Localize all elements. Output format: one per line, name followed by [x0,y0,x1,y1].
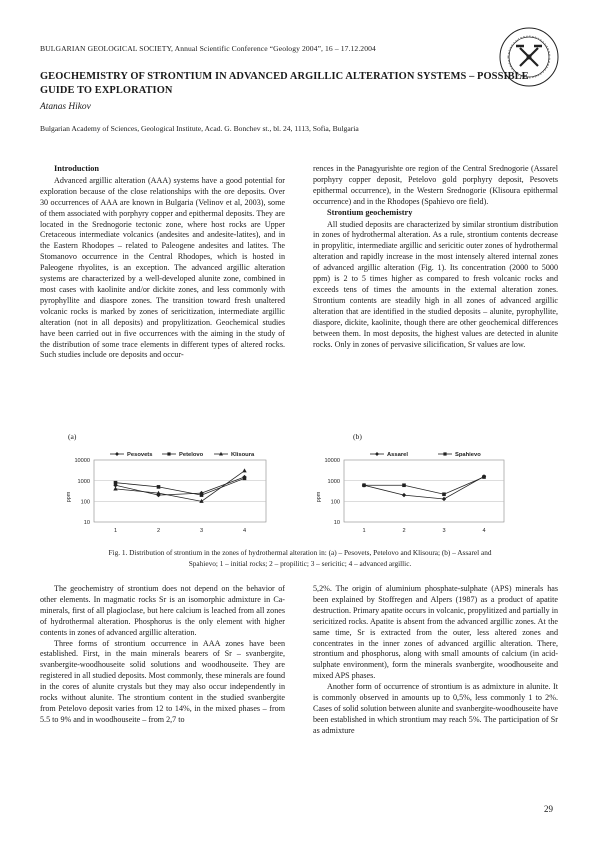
article-title: GEOCHEMISTRY OF STRONTIUM IN ADVANCED ARGILLIC ALTERATION SYSTEMS – POSSIBLE GUIDE TO EXPLORATION [40,71,529,96]
data-point [243,477,247,481]
forms-paragraph: Three forms of strontium occurrence in AAA zones have been established. First, in the main minerals bearers of Sr – svanbergite, svanbergite-woodhouseite solid solutions and woodhouseite. They are registered in all studied deposits. Most commonly, these minerals are found in the cores of alunite crystals but they may also occur independently in rocks without alunite. The strontium content in the studied svanbergite from Petelovo deposit varies from 12 to 14%, in the mixed phases – from 5.5 to 9% and in woodhouseite – from 2,7 to [40,638,285,724]
x-tick-label: 3 [199,528,204,534]
forms-paragraph-continued: 5,2%. The origin of aluminium phosphate-sulphate (APS) minerals has been explained by Stoffregen and Alpers (1987) as a product of apatite destruction. Primary apatite occurs in volcanic, propylitized and partially in sericitized rocks. Apatite is absent from the advanced argillic zones. At the same time, Sr is extracted from the outer, less altered zones and concentrates in the inner zones of advanced argillic alteration. There, strontium and phosphorus, along with small amounts of calcium (in acid-sulphate environment), form the minerals svanbergite, woodhouseite and mixed APS phases. [313,584,558,681]
legend-marker [167,452,170,455]
data-point [402,493,406,497]
author-name: Atanas Hikov [40,102,91,112]
legend-marker [443,452,446,455]
strontium-paragraph: All studied deposits are characterized by similar strontium distribution in zones of hydrothermal alteration. As a rule, strontium contents decrease in propylitic, intermediate argillic and sericitic outer zones of hydrothermal alteration and rapidly increase in the most intensely altered internal zones of advanced argillic alteration (Fig. 1). Its concentration (2000 to 5000 ppm) is 2 to 5 times higher as compared to fresh volcanic rocks and exceeds tens of times the amounts in the external alteration zones. Strontium contents are steadily high in all zones of advanced argillic alteration that are identified in the studied deposits – alunite, pyrophyllite, diaspore, dickite, kaolinite, though there are other geochemical differences between them. In most deposits, the highest values are detected in alunite rocks. Only in zones of pervasive silicification, Sr values are low. [313,219,558,349]
x-tick-label: 1 [362,528,366,534]
x-tick-label: 2 [156,528,161,534]
y-tick-label: 100 [80,499,90,506]
column-right-top [313,164,558,350]
x-tick-label: 1 [113,528,118,534]
y-tick-label: 10000 [324,458,340,465]
data-point [442,497,446,501]
y-tick-label: 100 [330,499,340,506]
figure-caption [40,548,560,569]
y-axis-label: ppm [316,491,322,503]
intro-paragraph-continued: rences in the Panagyurishte ore region of the Central Srednogorie (Assarel porphyry copper deposit, Petelovo gold porphyry deposit, Pesovets epithermal occurrence), in the Western Srednogorie (Klisoura epithermal occurrence) and in the Rhodopes (Spahievo ore field). [313,164,558,206]
series-line-assarel [364,476,484,499]
data-point [157,485,161,489]
section-heading-introduction: Introduction [54,164,100,173]
legend-label: Spahievo [455,452,481,458]
running-head: BULGARIAN GEOLOGICAL SOCIETY, Annual Scientific Conference “Geology 2004”, 16 – 17.12.2004 [40,44,376,53]
section-heading-strontium: Strontium geochemistry [327,207,413,217]
data-point [482,475,486,479]
intro-paragraph: Advanced argillic alteration (AAA) systems have a good potential for exploration because of the close relationships with the ore deposits. Over 30 occurrences of AAA are known in Bulgaria (Velinov et al, 2003), some of them associated with porphyry copper and epithermal deposits. They are located in the Srednogorie tectonic zone, where host rocks are Upper Cretaceous intermediate volcanics (andesites and andesite-latites), and in the Eastern Rhodopes – related to Paleogene andesites and latites. The Stomanovo occurrence in the Central Rhodopes, which is hosted in Paleogene rhyolites, is an exception. The advanced argillic alteration systems are characterized by a well-developed alunite zone, combined in most cases with kaolinite and/or dickite zones, and less commonly with pyrophyllite and diaspore zones. The transition toward fresh unaltered volcanic rocks is marked by zones of sericitization, intermediate argillic alteration (not in all deposits) and propylitization. Geochemical studies have been carried out in five occurrences with the aiming in the study of the distribution of some trace elements in different types of altered rocks. Such studies include ore deposits and occur- [40,175,285,360]
chart-panel-b [310,448,518,540]
data-point [114,481,118,485]
data-point [242,468,246,472]
plot-frame [344,460,504,522]
author-affiliation: Bulgarian Academy of Sciences, Geological Institute, Acad. G. Bonchev st., bl. 24, 1113, Sofia, Bulgaria [40,124,359,133]
legend-label: Pesovets [127,452,153,458]
panel-b-label: (b) [353,432,362,441]
column-left-top [40,164,285,361]
y-tick-label: 1000 [327,478,340,485]
admixture-paragraph: Another form of occurrence of strontium is as admixture in alunite. It is commonly observed in amounts up to 0,5%, less commonly 1 to 2%. Cases of solid solution between alunite and svanbergite-woodhouseite have been established in which strontium may reach 5%. The participation of Sr as admixture [313,682,558,735]
y-tick-label: 1000 [77,478,90,485]
x-tick-label: 4 [242,528,247,534]
legend-label: Assarel [387,452,408,458]
geochemistry-paragraph: The geochemistry of strontium does not depend on the behavior of other elements. In magmatic rocks Sr is an isomorphic admixture in Ca-minerals, first of all plagioclase, but here calcium is leached from all zones of hydrothermal alteration. Phosphorus is the only element with higher contents in zones of advanced argillic alteration. [40,584,285,637]
data-point [200,493,204,497]
x-tick-label: 2 [402,528,406,534]
y-axis-label: ppm [66,491,72,503]
x-tick-label: 3 [442,528,446,534]
page-number: 29 [544,804,553,814]
legend-marker [115,452,119,456]
x-tick-label: 4 [482,528,486,534]
panel-a-label: (a) [68,432,77,441]
data-point [362,483,366,487]
legend-label: Klisoura [231,452,255,458]
column-right-bottom [313,584,558,737]
caption-line-2: Spahievo; 1 – initial rocks; 2 – propilitic; 3 – sericitic; 4 – advanced argillic. [188,558,412,568]
series-line-spahievo [364,477,484,494]
column-left-bottom [40,584,285,726]
y-tick-label: 10000 [74,458,90,465]
y-tick-label: 10 [333,520,340,527]
chart-panel-a [60,448,280,540]
data-point [442,492,446,496]
y-tick-label: 10 [83,520,90,527]
legend-marker [375,452,379,456]
data-point [402,483,406,487]
caption-line-1: Fig. 1. Distribution of strontium in the zones of hydrothermal alteration in: (a) – Pesovets, Petelovo and Klisoura; (b) – Assarel and [108,548,492,557]
legend-label: Petelovo [179,452,204,458]
data-point [113,486,117,490]
